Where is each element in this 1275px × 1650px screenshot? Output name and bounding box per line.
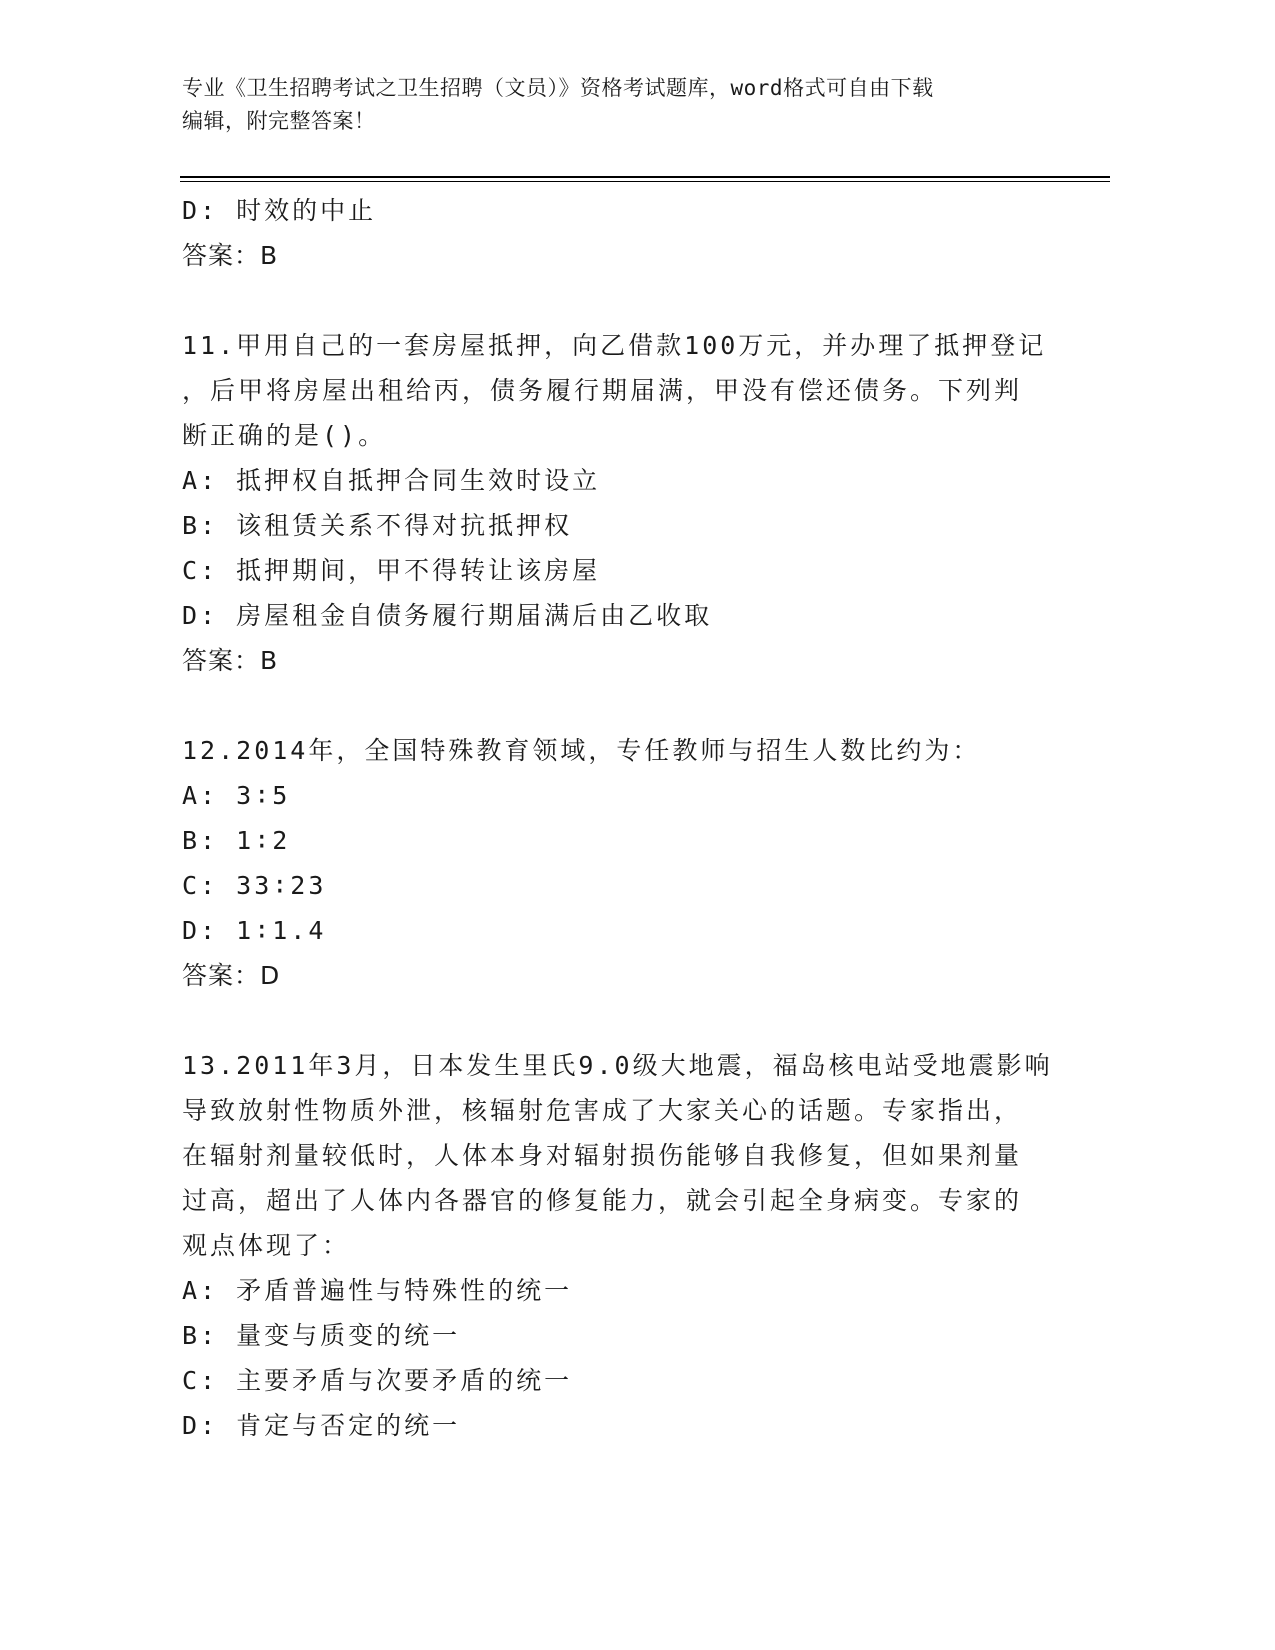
header-divider-thin [180,181,1110,182]
option-c: C: 33∶23 [182,871,327,900]
question-stem-line: 12.2014年，全国特殊教育领域，专任教师与招生人数比约为： [182,736,981,765]
question-12 [182,728,1082,998]
question-stem-line: 观点体现了： [182,1231,351,1260]
question-stem-line: 在辐射剂量较低时，人体本身对辐射损伤能够自我修复，但如果剂量 [182,1141,1023,1170]
option-a: A: 矛盾普遍性与特殊性的统一 [182,1276,573,1305]
question-list [182,188,1082,1448]
question-stem-line: 13.2011年3月，日本发生里氏9.0级大地震，福岛核电站受地震影响 [182,1051,1053,1080]
page-header [182,72,1062,138]
option-a: A: 3∶5 [182,781,291,810]
option-b: B: 量变与质变的统一 [182,1321,461,1350]
header-divider-thick [180,176,1110,178]
question-13 [182,1043,1082,1448]
option-c: C: 主要矛盾与次要矛盾的统一 [182,1366,573,1395]
question-stem-line: 导致放射性物质外泄，核辐射危害成了大家关心的话题。专家指出， [182,1096,1023,1125]
prev-answer: 答案：B [182,241,279,270]
option-d: D: 1∶1.4 [182,916,327,945]
header-line-2: 编辑，附完整答案！ [182,109,376,133]
question-11 [182,323,1082,683]
question-stem-line: ，后甲将房屋出租给丙，债务履行期届满，甲没有偿还债务。下列判 [182,376,1023,405]
question-stem-line: 断正确的是()。 [182,421,387,450]
header-line-1: 专业《卫生招聘考试之卫生招聘（文员）》资格考试题库，word格式可自由下载 [182,76,934,100]
option-d: D: 肯定与否定的统一 [182,1411,461,1440]
answer: 答案：B [182,646,279,675]
question-stem-line: 11.甲用自己的一套房屋抵押，向乙借款100万元，并办理了抵押登记 [182,331,1047,360]
prev-option-d: D: 时效的中止 [182,196,377,225]
answer: 答案：D [182,961,281,990]
option-b: B: 该租赁关系不得对抗抵押权 [182,511,573,540]
question-stem-line: 过高，超出了人体内各器官的修复能力，就会引起全身病变。专家的 [182,1186,1023,1215]
option-b: B: 1∶2 [182,826,291,855]
option-c: C: 抵押期间，甲不得转让该房屋 [182,556,601,585]
option-a: A: 抵押权自抵押合同生效时设立 [182,466,601,495]
option-d: D: 房屋租金自债务履行期届满后由乙收取 [182,601,713,630]
